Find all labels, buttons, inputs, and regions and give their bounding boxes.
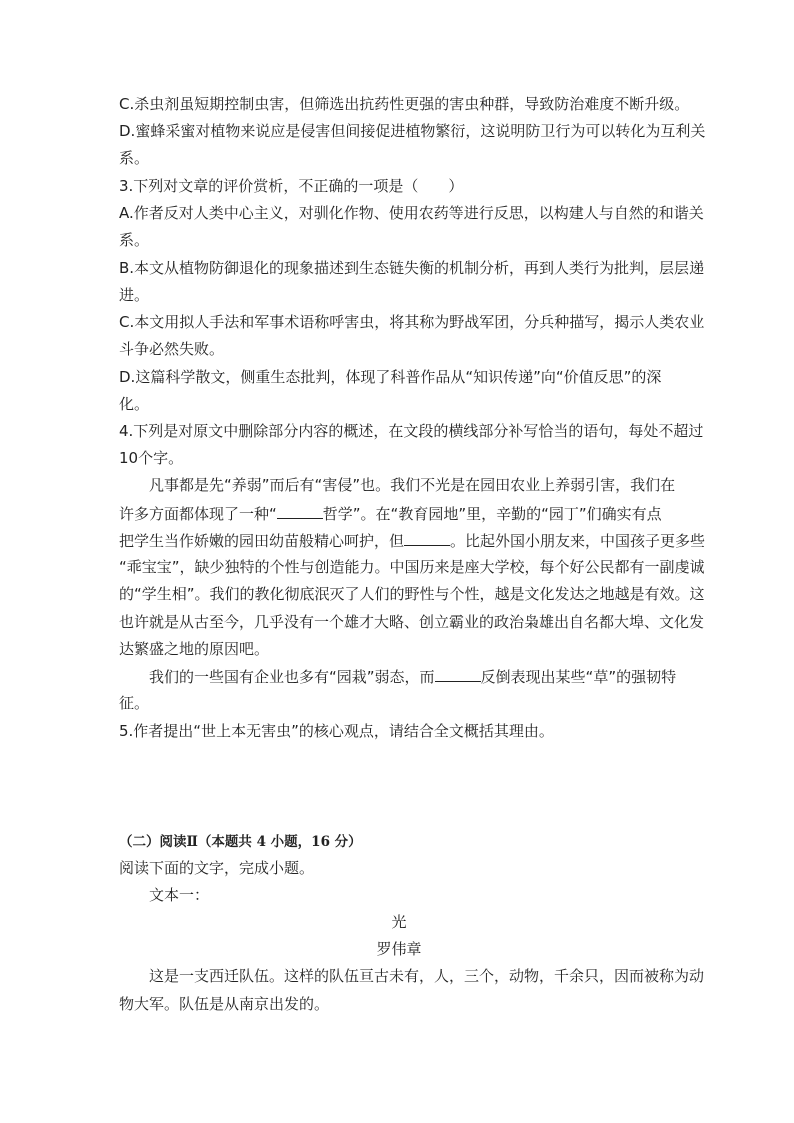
article-title: 光 [391,913,407,931]
option-2d-line1: D.蜜蜂采蜜对植物来说应是侵害但间接促进植物繁衍，这说明防卫行为可以转化为互利关 [119,122,706,140]
passage-line4: “乖宝宝”，缺少独特的个性与创造能力。中国历来是座大学校，每个好公民都有一副虔诚 [119,558,705,576]
passage-line3-after: 。比起外国小朋友来，中国孩子更多些 [450,532,706,550]
option-3a-line1: A.作者反对人类中心主义，对驯化作物、使用农药等进行反思，以构建人与自然的和谐关 [119,204,704,222]
passage-p2-after: 反倒表现出某些“草”的强韧特 [480,668,677,686]
article-paragraph-line1: 这是一支西迁队伍。这样的队伍亘古未有，人，三个，动物，千余只，因而被称为动 [149,967,705,985]
fill-blank-1[interactable] [277,503,323,519]
option-3d-line1: D.这篇科学散文，侧重生态批判，体现了科普作品从“知识传递”向“价值反思”的深 [119,368,662,386]
question-3-stem: 3.下列对文章的评价赏析，不正确的一项是（ ） [119,177,464,195]
article-paragraph-line2: 物大军。队伍是从南京出发的。 [119,995,330,1013]
passage-line3 [119,530,706,551]
passage-p2-before: 我们的一些国有企业也多有“园栽”弱态，而 [149,668,435,686]
section-instruction: 阅读下面的文字，完成小题。 [119,859,315,877]
section-heading: （二）阅读Ⅱ（本题共 4 小题，16 分） [119,834,362,850]
passage-line5: 的“学生相”。我们的教化彻底泯灭了人们的野性与个性，越是文化发达之地越是有效。这 [119,585,705,603]
question-5-stem: 5.作者提出“世上本无害虫”的核心观点，请结合全文概括其理由。 [119,722,554,740]
option-3a-line2: 系。 [119,231,150,249]
question-4-stem-line2: 10个字。 [119,449,184,467]
passage-line2-after: 哲学”。在“教育园地”里，辛勤的“园丁”们确实有点 [322,505,662,523]
text-label: 文本一： [149,886,210,904]
question-4-stem-line1: 4.下列是对原文中删除部分内容的概述，在文段的横线部分补写恰当的语句，每处不超过 [119,422,704,440]
passage-line2 [119,503,679,524]
passage-line1: 凡事都是先“养弱”而后有“害侵”也。我们不光是在园田农业上养弱引害，我们在 [149,476,676,494]
option-2d-line2: 系。 [119,149,150,167]
option-2c: C.杀虫剂虽短期控制虫害，但筛选出抗药性更强的害虫种群，导致防治难度不断升级。 [119,95,690,113]
option-3b-line1: B.本文从植物防御退化的现象描述到生态链失衡的机制分析，再到人类行为批判，层层递 [119,259,705,277]
option-3b-line2: 进。 [119,286,150,304]
article-author: 罗伟章 [376,940,422,958]
passage-p2-line1 [149,666,709,687]
passage-line6: 也许就是从古至今，几乎没有一个雄才大略、创立霸业的政治枭雄出自名都大埠、文化发 [119,613,705,631]
option-3c-line2: 斗争必然失败。 [119,340,225,358]
fill-blank-2[interactable] [404,530,450,546]
passage-line3-before: 把学生当作娇嫩的园田幼苗般精心呵护，但 [119,532,405,550]
passage-line7: 达繁盛之地的原因吧。 [119,640,270,658]
fill-blank-3[interactable] [435,666,481,682]
passage-p2-line2: 征。 [119,694,150,712]
passage-line2-before: 许多方面都体现了一种“ [119,505,277,523]
option-3c-line1: C.本文用拟人手法和军事术语称呼害虫，将其称为野战军团，分兵种描写，揭示人类农业 [119,313,705,331]
option-3d-line2: 化。 [119,395,150,413]
